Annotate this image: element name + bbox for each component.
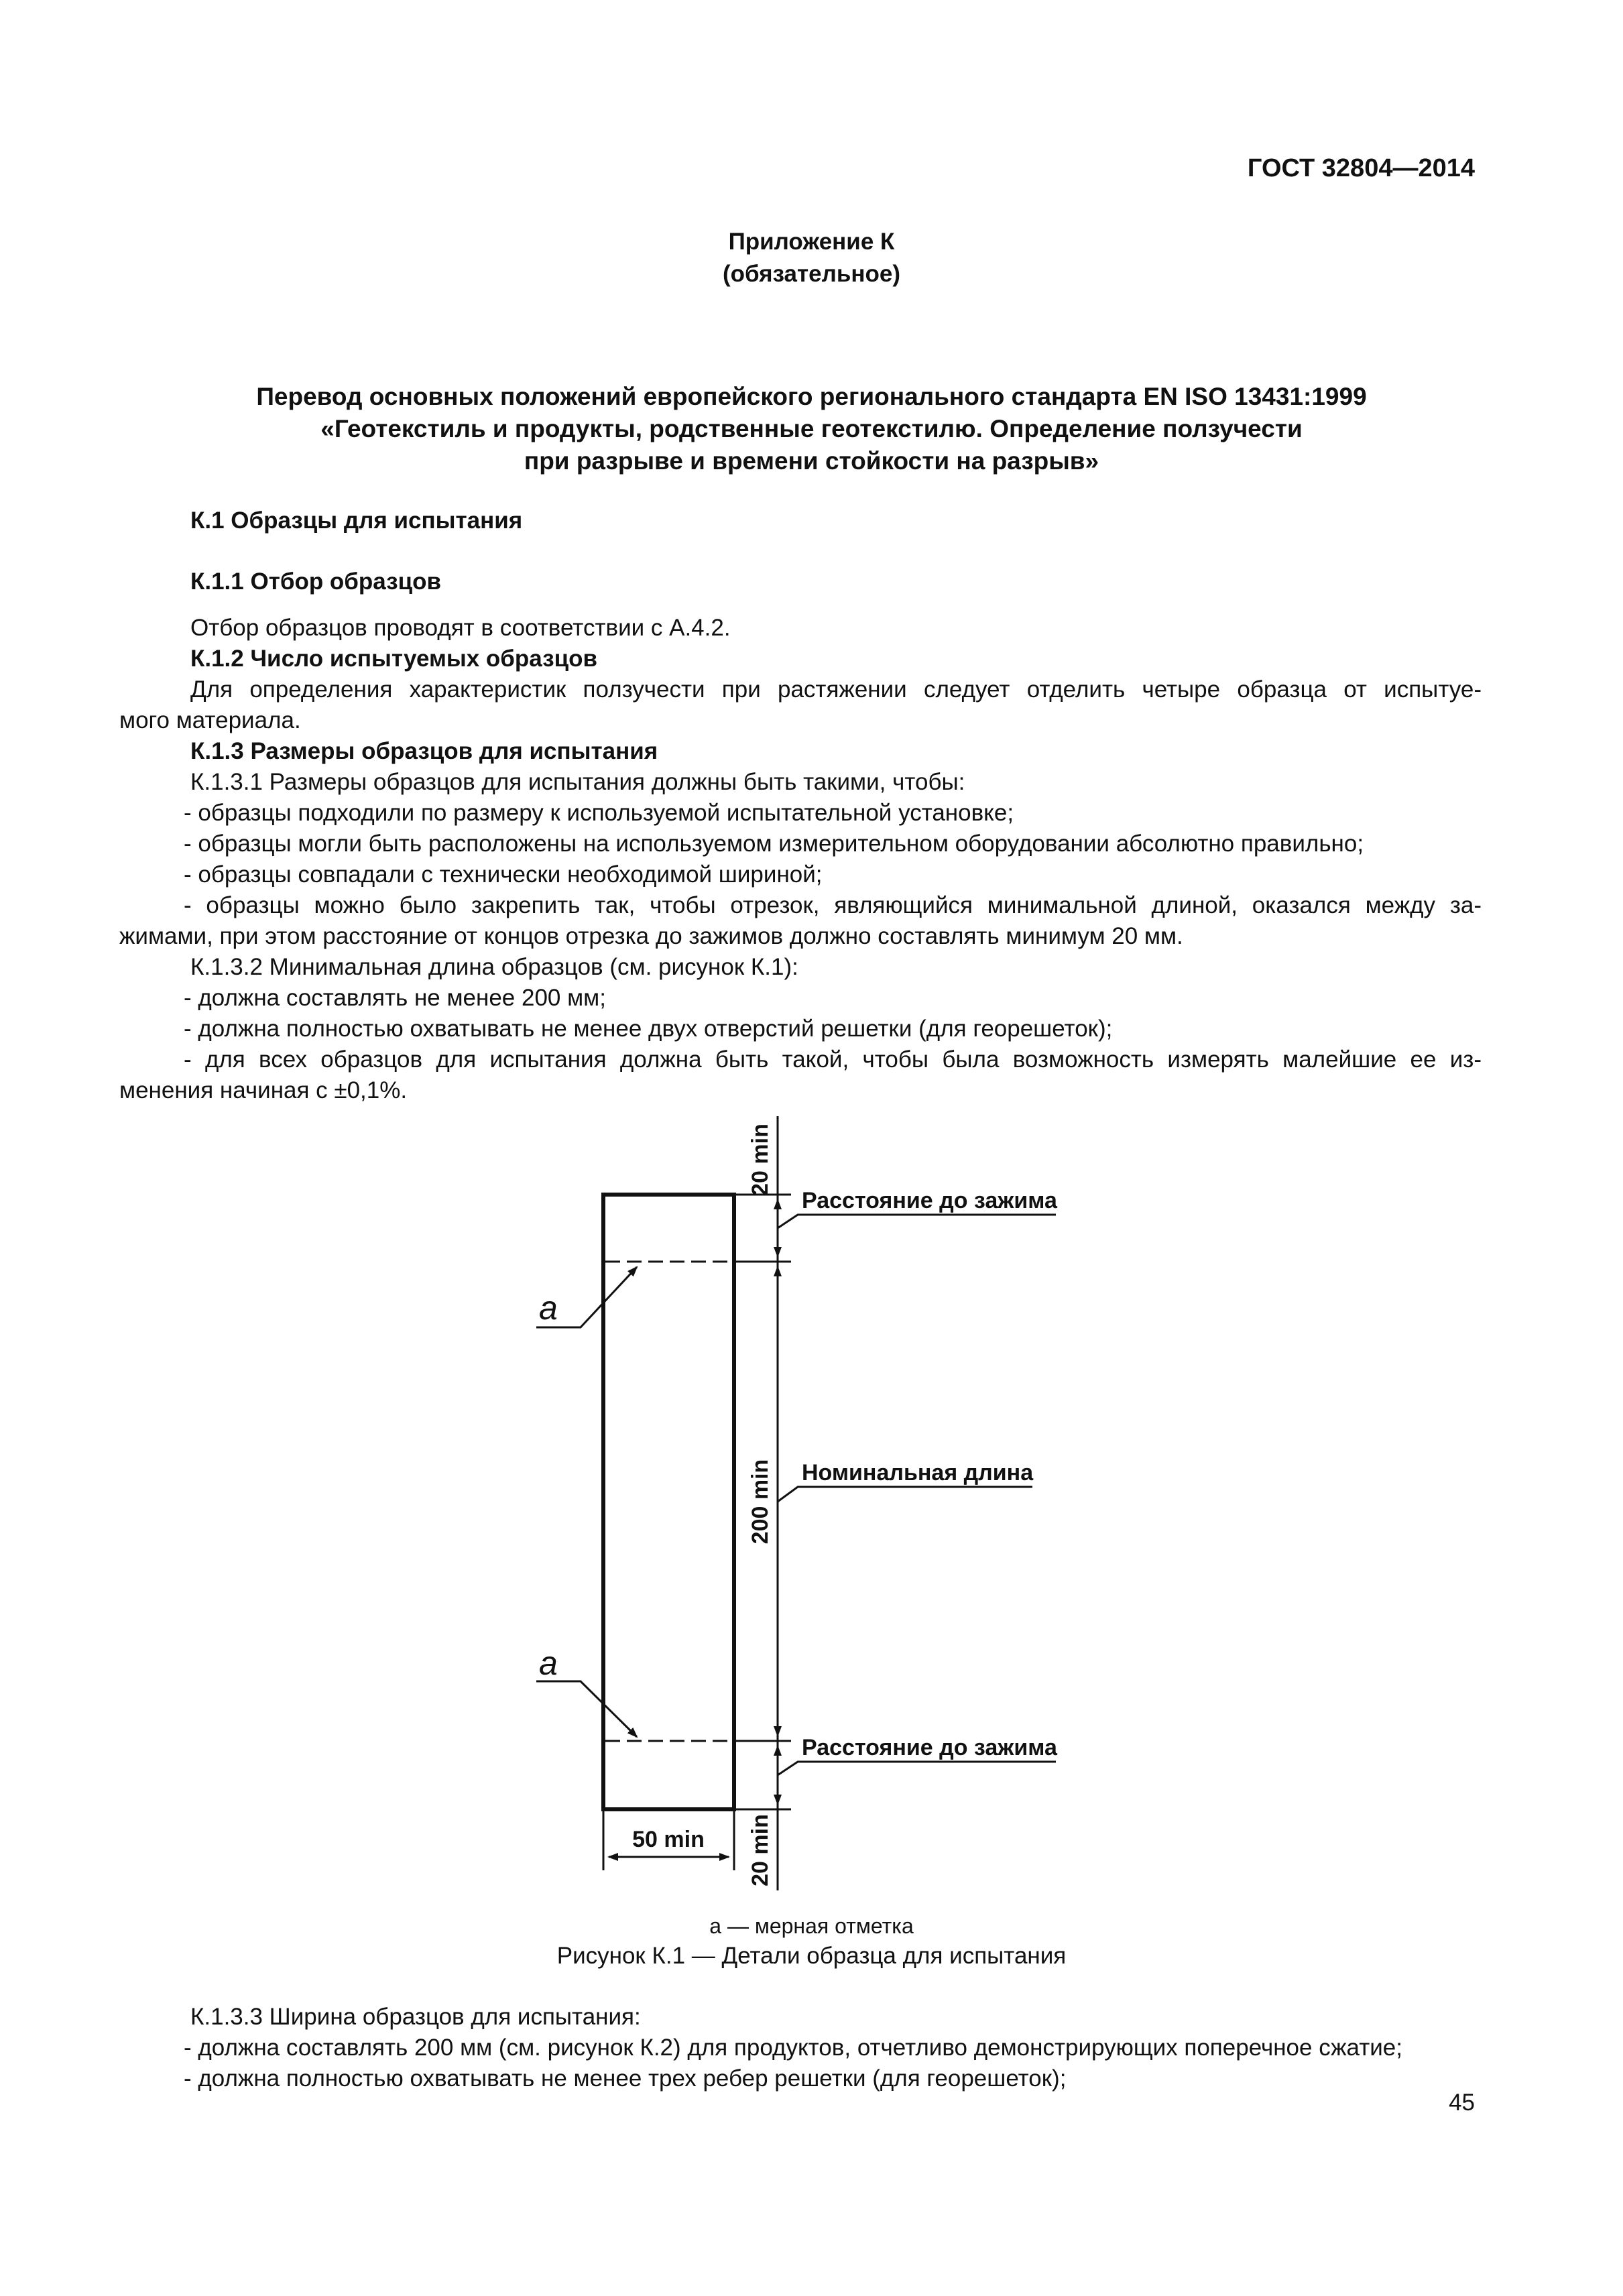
k132-item-1: - должна составлять не менее 200 мм;: [184, 985, 606, 1011]
section-k13-heading: К.1.3 Размеры образцов для испытания: [190, 738, 658, 764]
appendix-heading: [0, 226, 1623, 290]
figure-k1: [0, 1099, 1623, 1904]
leader-clamp-top: [778, 1215, 1056, 1228]
k132-text: К.1.3.2 Минимальная длина образцов (см. рисунок К.1):: [190, 954, 798, 980]
label-nominal-dim: 200 min: [747, 1459, 773, 1545]
label-clamp-top: Расстояние до зажима: [802, 1188, 1057, 1213]
label-nominal: Номинальная длина: [802, 1460, 1034, 1486]
section-k11-heading: К.1.1 Отбор образцов: [190, 568, 442, 595]
k132-item-2: - должна полностью охватывать не менее двух отверстий решетки (для георешеток);: [184, 1016, 1113, 1042]
body-text-upper: [119, 613, 1482, 1106]
figure-legend: а — мерная отметка: [709, 1914, 914, 1938]
k131-item-4-line-1: - образцы можно было закрепить так, чтобы отрезок, являющийся минимальной длиной, оказался между за-: [184, 892, 1482, 918]
k133-item-1: - должна составлять 200 мм (см. рисунок К.2) для продуктов, отчетливо демонстрирующих поперечное сжатие;: [184, 2035, 1402, 2061]
k12-text-line-1: Для определения характеристик ползучести при растяжении следует отделить четыре образца от испытуе-: [190, 676, 1482, 703]
k132-item-3-line-2: менения начиная с ±0,1%.: [119, 1077, 408, 1103]
k133-item-2: - должна полностью охватывать не менее трех ребер решетки (для георешеток);: [184, 2065, 1067, 2092]
k131-text: К.1.3.1 Размеры образцов для испытания должны быть такими, чтобы:: [190, 769, 965, 795]
document-title-line-1: Перевод основных положений европейского регионального стандарта EN ISO 13431:1999: [256, 383, 1367, 410]
leader-clamp-bottom: [778, 1762, 1056, 1775]
k133-text: К.1.3.3 Ширина образцов для испытания:: [190, 2004, 641, 2030]
appendix-status: (обязательное): [722, 261, 900, 287]
k131-item-1: - образцы подходили по размеру к используемой испытательной установке;: [184, 800, 1014, 826]
k131-item-2: - образцы могли быть расположены на используемом измерительном оборудовании абсолютно правильно;: [184, 831, 1364, 857]
body-text-lower: [119, 2002, 1482, 2094]
figure-caption: Рисунок К.1 — Детали образца для испытания: [556, 1943, 1067, 1969]
label-bottom-dim: 20 min: [747, 1814, 773, 1886]
label-top-dim: 20 min: [747, 1124, 773, 1196]
label-clamp-bottom: Расстояние до зажима: [802, 1735, 1057, 1760]
leader-mark-bottom: [536, 1681, 637, 1737]
specimen-outline: [603, 1195, 734, 1809]
k11-text: Отбор образцов проводят в соответствии с А.4.2.: [190, 615, 731, 641]
standard-number: ГОСТ 32804—2014: [1247, 154, 1475, 182]
document-title-line-2: «Геотекстиль и продукты, родственные геотекстилю. Определение ползучести: [320, 415, 1303, 442]
page-number: 45: [1449, 2090, 1475, 2116]
section-k1-heading: К.1 Образцы для испытания: [190, 507, 523, 534]
label-width: 50 min: [632, 1827, 705, 1852]
leader-nominal: [778, 1487, 1032, 1502]
section-k12-heading: К.1.2 Число испытуемых образцов: [190, 646, 597, 672]
label-mark-top: a: [539, 1289, 558, 1327]
label-mark-bottom: a: [539, 1644, 558, 1682]
document-title: [0, 381, 1623, 477]
k131-item-4-line-2: жимами, при этом расстояние от концов отрезка до зажимов должно составлять минимум 20 мм.: [119, 923, 1183, 949]
k12-text-line-2: мого материала.: [119, 707, 301, 733]
appendix-title: Приложение К: [728, 229, 895, 255]
k131-item-3: - образцы совпадали с технически необходимой шириной;: [184, 861, 823, 888]
document-title-line-3: при разрыве и времени стойкости на разрыв»: [524, 447, 1099, 475]
k132-item-3-line-1: - для всех образцов для испытания должна быть такой, чтобы была возможность измерять малейшие ее из-: [184, 1046, 1482, 1073]
